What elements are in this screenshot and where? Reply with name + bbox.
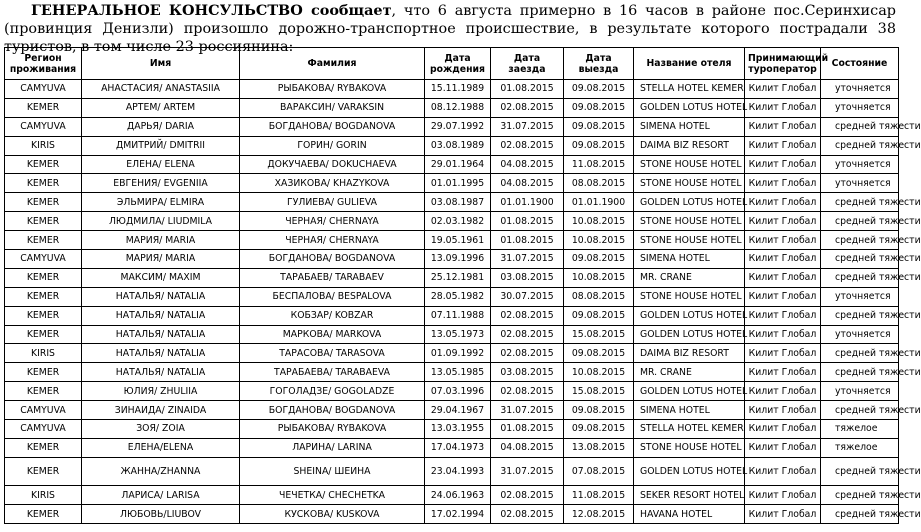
table-row (5, 80, 899, 99)
cell-surname: БОГДАНОВА/ BOGDANOVA (240, 250, 425, 269)
cell-arrival-date: 02.08.2015 (491, 325, 564, 344)
cell-condition: уточняется (821, 98, 899, 117)
cell-birth-date: 19.05.1961 (425, 231, 491, 250)
cell-departure-date: 09.08.2015 (564, 136, 634, 155)
cell-surname: ГОГОЛАДЗЕ/ GOGOLADZE (240, 382, 425, 401)
cell-birth-date: 08.12.1988 (425, 98, 491, 117)
cell-arrival-date: 02.08.2015 (491, 98, 564, 117)
cell-condition: уточняется (821, 325, 899, 344)
cell-hotel: MR. CRANE (634, 363, 745, 382)
table-row (5, 98, 899, 117)
cell-region: KEMER (5, 382, 82, 401)
cell-condition: средней тяжести (821, 363, 899, 382)
cell-tour-operator: Килит Глобал (745, 486, 821, 505)
cell-departure-date: 10.08.2015 (564, 231, 634, 250)
cell-name: ЛЮБОВЬ/LIUBOV (82, 505, 240, 524)
cell-tour-operator: Килит Глобал (745, 98, 821, 117)
cell-condition: уточняется (821, 155, 899, 174)
cell-name: ЕЛЕНА/ELENA (82, 438, 240, 457)
cell-departure-date: 08.08.2015 (564, 174, 634, 193)
cell-region: KEMER (5, 505, 82, 524)
cell-tour-operator: Килит Глобал (745, 325, 821, 344)
cell-departure-date: 01.01.1900 (564, 193, 634, 212)
cell-departure-date: 09.08.2015 (564, 420, 634, 439)
col-header-name: Имя (82, 48, 240, 80)
cell-tour-operator: Килит Глобал (745, 457, 821, 486)
table-row (5, 486, 899, 505)
cell-birth-date: 13.05.1973 (425, 325, 491, 344)
cell-surname: ГУЛИЕВА/ GULIEVA (240, 193, 425, 212)
cell-tour-operator: Килит Глобал (745, 212, 821, 231)
cell-region: KEMER (5, 268, 82, 287)
cell-region: CAMYUVA (5, 250, 82, 269)
table-row (5, 231, 899, 250)
cell-tour-operator: Килит Глобал (745, 136, 821, 155)
table-row (5, 325, 899, 344)
cell-departure-date: 10.08.2015 (564, 212, 634, 231)
cell-name: НАТАЛЬЯ/ NATALIA (82, 344, 240, 363)
cell-condition: средней тяжести (821, 193, 899, 212)
cell-hotel: GOLDEN LOTUS HOTEL (634, 98, 745, 117)
cell-name: ЕЛЕНА/ ELENA (82, 155, 240, 174)
table-row (5, 382, 899, 401)
cell-arrival-date: 04.08.2015 (491, 438, 564, 457)
cell-region: KEMER (5, 155, 82, 174)
table-row (5, 117, 899, 136)
cell-region: KIRIS (5, 344, 82, 363)
cell-arrival-date: 04.08.2015 (491, 174, 564, 193)
cell-surname: РЫБАКОВА/ RYBAKOVA (240, 420, 425, 439)
cell-condition: средней тяжести (821, 136, 899, 155)
cell-birth-date: 24.06.1963 (425, 486, 491, 505)
cell-departure-date: 09.08.2015 (564, 250, 634, 269)
cell-birth-date: 23.04.1993 (425, 457, 491, 486)
col-header-surname: Фамилия (240, 48, 425, 80)
cell-birth-date: 17.04.1973 (425, 438, 491, 457)
cell-birth-date: 29.01.1964 (425, 155, 491, 174)
table-row (5, 438, 899, 457)
cell-surname: ТАРАСОВА/ TARASOVA (240, 344, 425, 363)
cell-surname: БОГДАНОВА/ BOGDANOVA (240, 401, 425, 420)
cell-region: CAMYUVA (5, 117, 82, 136)
cell-tour-operator: Килит Глобал (745, 193, 821, 212)
cell-arrival-date: 30.07.2015 (491, 287, 564, 306)
cell-tour-operator: Килит Глобал (745, 155, 821, 174)
cell-region: KEMER (5, 306, 82, 325)
cell-surname: ЧЕЧЕТКА/ CHECHETKA (240, 486, 425, 505)
cell-hotel: GOLDEN LOTUS HOTEL (634, 193, 745, 212)
cell-surname: ХАЗИКОВА/ KHAZYKOVA (240, 174, 425, 193)
cell-name: ЖАННА/ZHANNA (82, 457, 240, 486)
cell-condition: средней тяжести (821, 268, 899, 287)
cell-birth-date: 03.08.1989 (425, 136, 491, 155)
cell-birth-date: 02.03.1982 (425, 212, 491, 231)
cell-departure-date: 15.08.2015 (564, 382, 634, 401)
cell-hotel: STELLA HOTEL KEMER (634, 420, 745, 439)
cell-tour-operator: Килит Глобал (745, 505, 821, 524)
cell-hotel: DAIMA BIZ RESORT (634, 136, 745, 155)
cell-tour-operator: Килит Глобал (745, 268, 821, 287)
cell-condition: уточняется (821, 174, 899, 193)
cell-name: ЭЛЬМИРА/ ELMIRA (82, 193, 240, 212)
cell-arrival-date: 31.07.2015 (491, 401, 564, 420)
cell-name: МАРИЯ/ MARIA (82, 231, 240, 250)
cell-arrival-date: 02.08.2015 (491, 382, 564, 401)
cell-hotel: STONE HOUSE HOTEL (634, 287, 745, 306)
table-row (5, 505, 899, 524)
cell-surname: РЫБАКОВА/ RYBAKOVA (240, 80, 425, 99)
cell-name: ДАРЬЯ/ DARIA (82, 117, 240, 136)
cell-name: НАТАЛЬЯ/ NATALIA (82, 287, 240, 306)
cell-birth-date: 25.12.1981 (425, 268, 491, 287)
cell-name: АРТЕМ/ ARTEM (82, 98, 240, 117)
cell-birth-date: 13.03.1955 (425, 420, 491, 439)
cell-region: KEMER (5, 193, 82, 212)
cell-arrival-date: 02.08.2015 (491, 136, 564, 155)
table-row (5, 250, 899, 269)
cell-region: KIRIS (5, 486, 82, 505)
cell-birth-date: 28.05.1982 (425, 287, 491, 306)
col-header-region: Регион проживания (5, 48, 82, 80)
cell-hotel: SIMENA HOTEL (634, 401, 745, 420)
cell-surname: ТАРАБАЕВА/ TARABAEVA (240, 363, 425, 382)
cell-departure-date: 09.08.2015 (564, 306, 634, 325)
cell-surname: ЧЕРНАЯ/ CHERNAYA (240, 231, 425, 250)
cell-region: KEMER (5, 363, 82, 382)
col-header-condition: Состояние (821, 48, 899, 80)
cell-departure-date: 10.08.2015 (564, 268, 634, 287)
cell-birth-date: 01.09.1992 (425, 344, 491, 363)
cell-tour-operator: Килит Глобал (745, 420, 821, 439)
cell-condition: средней тяжести (821, 344, 899, 363)
cell-condition: средней тяжести (821, 486, 899, 505)
cell-tour-operator: Килит Глобал (745, 231, 821, 250)
cell-departure-date: 09.08.2015 (564, 117, 634, 136)
cell-arrival-date: 31.07.2015 (491, 250, 564, 269)
cell-arrival-date: 02.08.2015 (491, 505, 564, 524)
cell-region: CAMYUVA (5, 80, 82, 99)
cell-name: ЮЛИЯ/ ZHULIIA (82, 382, 240, 401)
col-header-tour-operator: Принимающий туроператор (745, 48, 821, 80)
cell-hotel: GOLDEN LOTUS HOTEL (634, 325, 745, 344)
cell-surname: БОГДАНОВА/ BOGDANOVA (240, 117, 425, 136)
cell-condition: средней тяжести (821, 457, 899, 486)
victims-table (4, 47, 921, 524)
cell-birth-date: 07.11.1988 (425, 306, 491, 325)
cell-hotel: GOLDEN LOTUS HOTEL (634, 382, 745, 401)
cell-arrival-date: 01.08.2015 (491, 212, 564, 231)
cell-condition: средней тяжести (821, 505, 899, 524)
cell-hotel: GOLDEN LOTUS HOTEL (634, 457, 745, 486)
table-row (5, 174, 899, 193)
cell-tour-operator: Килит Глобал (745, 250, 821, 269)
cell-surname: КОБЗАР/ KOBZAR (240, 306, 425, 325)
intro-paragraph (0, 0, 900, 55)
cell-region: KEMER (5, 174, 82, 193)
cell-region: KEMER (5, 438, 82, 457)
cell-region: KEMER (5, 457, 82, 486)
cell-arrival-date: 01.08.2015 (491, 231, 564, 250)
table-row (5, 363, 899, 382)
table-header-row (5, 48, 899, 80)
cell-surname: SHEINA/ ШЕИНА (240, 457, 425, 486)
cell-hotel: STONE HOUSE HOTEL (634, 174, 745, 193)
cell-tour-operator: Килит Глобал (745, 174, 821, 193)
table-row (5, 457, 899, 486)
cell-condition: средней тяжести (821, 401, 899, 420)
cell-surname: ЧЕРНАЯ/ CHERNAYA (240, 212, 425, 231)
cell-hotel: DAIMA BIZ RESORT (634, 344, 745, 363)
cell-hotel: SIMENA HOTEL (634, 117, 745, 136)
cell-departure-date: 09.08.2015 (564, 80, 634, 99)
cell-name: ЗОЯ/ ZOIA (82, 420, 240, 439)
cell-surname: ВАРАКСИН/ VARAKSIN (240, 98, 425, 117)
cell-region: KEMER (5, 98, 82, 117)
cell-departure-date: 08.08.2015 (564, 287, 634, 306)
cell-condition: средней тяжести (821, 306, 899, 325)
cell-departure-date: 09.08.2015 (564, 401, 634, 420)
cell-tour-operator: Килит Глобал (745, 80, 821, 99)
cell-birth-date: 03.08.1987 (425, 193, 491, 212)
cell-hotel: SEKER RESORT HOTEL (634, 486, 745, 505)
cell-condition: уточняется (821, 287, 899, 306)
cell-condition: уточняется (821, 382, 899, 401)
cell-tour-operator: Килит Глобал (745, 438, 821, 457)
cell-region: KIRIS (5, 136, 82, 155)
cell-arrival-date: 04.08.2015 (491, 155, 564, 174)
col-header-hotel: Название отеля (634, 48, 745, 80)
cell-arrival-date: 31.07.2015 (491, 117, 564, 136)
table-row (5, 212, 899, 231)
cell-name: ЗИНАИДА/ ZINAIDA (82, 401, 240, 420)
table-row (5, 193, 899, 212)
cell-arrival-date: 31.07.2015 (491, 457, 564, 486)
cell-surname: ЛАРИНА/ LARINA (240, 438, 425, 457)
cell-birth-date: 07.03.1996 (425, 382, 491, 401)
cell-surname: ТАРАБАЕВ/ TARABAEV (240, 268, 425, 287)
cell-region: CAMYUVA (5, 401, 82, 420)
cell-region: KEMER (5, 325, 82, 344)
cell-birth-date: 01.01.1995 (425, 174, 491, 193)
cell-departure-date: 12.08.2015 (564, 505, 634, 524)
cell-surname: ДОКУЧАЕВА/ DOKUCHAEVA (240, 155, 425, 174)
cell-arrival-date: 02.08.2015 (491, 306, 564, 325)
cell-name: НАТАЛЬЯ/ NATALIA (82, 306, 240, 325)
cell-departure-date: 11.08.2015 (564, 486, 634, 505)
intro-lead: ГЕНЕРАЛЬНОЕ КОНСУЛЬСТВО сообщает (31, 2, 392, 19)
cell-birth-date: 29.07.1992 (425, 117, 491, 136)
cell-departure-date: 11.08.2015 (564, 155, 634, 174)
cell-hotel: MR. CRANE (634, 268, 745, 287)
cell-tour-operator: Килит Глобал (745, 382, 821, 401)
cell-hotel: STELLA HOTEL KEMER (634, 80, 745, 99)
cell-departure-date: 15.08.2015 (564, 325, 634, 344)
cell-name: НАТАЛЬЯ/ NATALIA (82, 325, 240, 344)
cell-tour-operator: Килит Глобал (745, 117, 821, 136)
cell-departure-date: 13.08.2015 (564, 438, 634, 457)
cell-birth-date: 17.02.1994 (425, 505, 491, 524)
cell-surname: КУСКОВА/ KUSKOVA (240, 505, 425, 524)
cell-hotel: STONE HOUSE HOTEL (634, 212, 745, 231)
table-body (5, 80, 921, 524)
table-row (5, 155, 899, 174)
cell-name: НАТАЛЬЯ/ NATALIA (82, 363, 240, 382)
cell-condition: тяжелое (821, 438, 899, 457)
cell-name: ДМИТРИЙ/ DMITRII (82, 136, 240, 155)
cell-hotel: STONE HOUSE HOTEL (634, 231, 745, 250)
cell-name: ЕВГЕНИЯ/ EVGENIIA (82, 174, 240, 193)
cell-name: ЛАРИСА/ LARISA (82, 486, 240, 505)
cell-condition: средней тяжести (821, 231, 899, 250)
table-row (5, 306, 899, 325)
cell-condition: средней тяжести (821, 250, 899, 269)
cell-name: ЛЮДМИЛА/ LIUDMILA (82, 212, 240, 231)
cell-name: МАКСИМ/ MAXIM (82, 268, 240, 287)
cell-birth-date: 13.09.1996 (425, 250, 491, 269)
cell-arrival-date: 02.08.2015 (491, 486, 564, 505)
cell-departure-date: 09.08.2015 (564, 98, 634, 117)
cell-condition: средней тяжести (821, 212, 899, 231)
table-row (5, 420, 899, 439)
cell-surname: БЕСПАЛОВА/ BESPALOVA (240, 287, 425, 306)
cell-hotel: GOLDEN LOTUS HOTEL (634, 306, 745, 325)
table-row (5, 344, 899, 363)
cell-condition: уточняется (821, 80, 899, 99)
table-row (5, 287, 899, 306)
cell-region: KEMER (5, 212, 82, 231)
cell-arrival-date: 03.08.2015 (491, 268, 564, 287)
cell-condition: средней тяжести (821, 117, 899, 136)
cell-hotel: HAVANA HOTEL (634, 505, 745, 524)
cell-name: МАРИЯ/ MARIA (82, 250, 240, 269)
cell-tour-operator: Килит Глобал (745, 287, 821, 306)
cell-departure-date: 09.08.2015 (564, 344, 634, 363)
cell-tour-operator: Килит Глобал (745, 344, 821, 363)
cell-arrival-date: 01.08.2015 (491, 420, 564, 439)
cell-region: KEMER (5, 231, 82, 250)
cell-arrival-date: 02.08.2015 (491, 344, 564, 363)
table-row (5, 136, 899, 155)
cell-departure-date: 07.08.2015 (564, 457, 634, 486)
cell-tour-operator: Килит Глобал (745, 363, 821, 382)
col-header-arrival-date: Дата заезда (491, 48, 564, 80)
cell-arrival-date: 03.08.2015 (491, 363, 564, 382)
cell-departure-date: 10.08.2015 (564, 363, 634, 382)
col-header-departure-date: Дата выезда (564, 48, 634, 80)
cell-condition: тяжелое (821, 420, 899, 439)
cell-tour-operator: Килит Глобал (745, 306, 821, 325)
cell-region: KEMER (5, 287, 82, 306)
cell-hotel: STONE HOUSE HOTEL (634, 155, 745, 174)
cell-surname: МАРКОВА/ MARKOVA (240, 325, 425, 344)
cell-arrival-date: 01.08.2015 (491, 80, 564, 99)
cell-tour-operator: Килит Глобал (745, 401, 821, 420)
cell-name: АНАСТАСИЯ/ ANASTASIIA (82, 80, 240, 99)
cell-birth-date: 13.05.1985 (425, 363, 491, 382)
intro-text: , что 6 августа примерно в 16 часов в районе пос.Серинхисар (провинция Денизли) произошло дорожно-транспортное происшествие, в результате которого пострадали 38 туристов, в том числе 23 россиянина: (4, 3, 897, 55)
cell-birth-date: 15.11.1989 (425, 80, 491, 99)
cell-hotel: SIMENA HOTEL (634, 250, 745, 269)
cell-hotel: STONE HOUSE HOTEL (634, 438, 745, 457)
table-row (5, 268, 899, 287)
table-row (5, 401, 899, 420)
cell-surname: ГОРИН/ GORIN (240, 136, 425, 155)
cell-birth-date: 29.04.1967 (425, 401, 491, 420)
col-header-birth-date: Дата рождения (425, 48, 491, 80)
cell-region: CAMYUVA (5, 420, 82, 439)
cell-arrival-date: 01.01.1900 (491, 193, 564, 212)
